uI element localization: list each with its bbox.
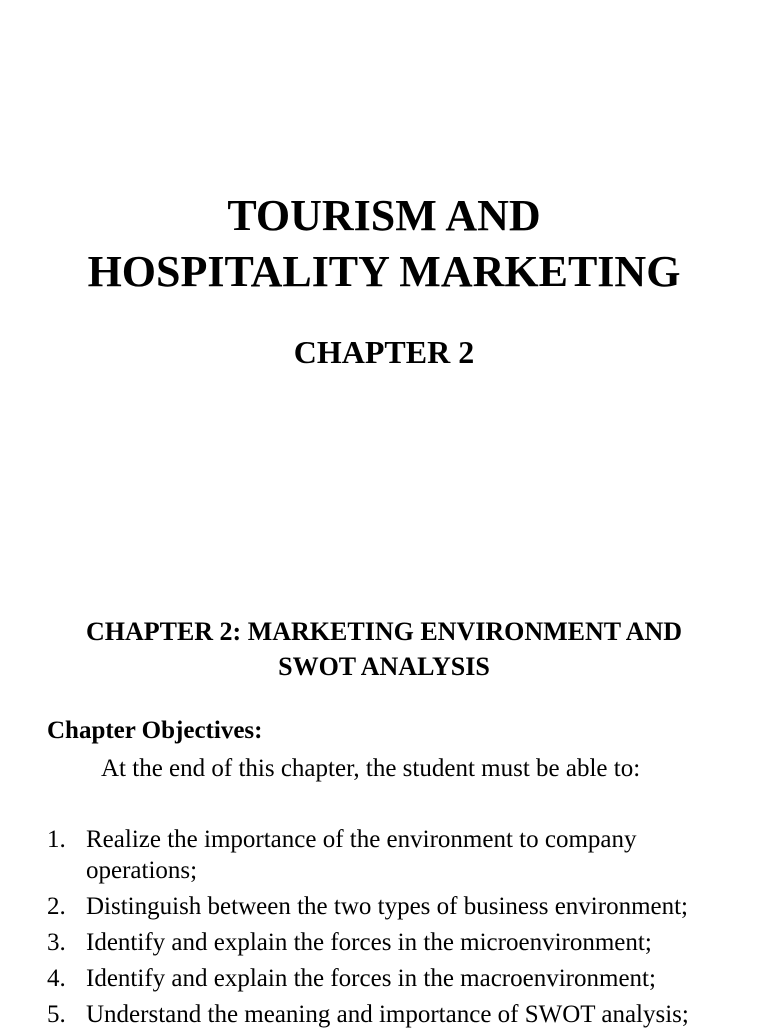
chapter-heading-line-2: SWOT ANALYSIS — [278, 652, 490, 681]
objective-item — [47, 963, 747, 994]
objective-text: Distinguish between the two types of business environment; — [86, 893, 689, 920]
chapter-label: CHAPTER 2 — [293, 334, 475, 370]
chapter-heading-line-1: CHAPTER 2: MARKETING ENVIRONMENT AND — [85, 617, 683, 646]
objectives-heading: Chapter Objectives: — [47, 717, 263, 744]
objective-text: Identify and explain the forces in the macroenvironment; — [86, 965, 656, 992]
title-line-2: HOSPITALITY MARKETING — [87, 247, 681, 296]
objective-number: 5. — [47, 1001, 66, 1028]
objective-item — [47, 927, 747, 958]
objective-item — [47, 891, 747, 922]
objective-number: 1. — [47, 826, 66, 853]
objective-number: 4. — [47, 965, 66, 992]
objective-number: 2. — [47, 893, 66, 920]
document-title — [0, 188, 768, 300]
objectives-intro: At the end of this chapter, the student must be able to: — [101, 755, 641, 782]
objective-item — [47, 824, 747, 886]
objective-item — [47, 999, 747, 1030]
title-line-1: TOURISM AND — [227, 191, 541, 240]
objective-text: Realize the importance of the environment to company operations; — [86, 826, 637, 884]
objectives-list — [47, 824, 747, 1035]
objective-number: 3. — [47, 929, 66, 956]
objective-text: Understand the meaning and importance of SWOT analysis; — [86, 1001, 689, 1028]
chapter-heading — [0, 614, 768, 684]
objective-text: Identify and explain the forces in the microenvironment; — [86, 929, 652, 956]
